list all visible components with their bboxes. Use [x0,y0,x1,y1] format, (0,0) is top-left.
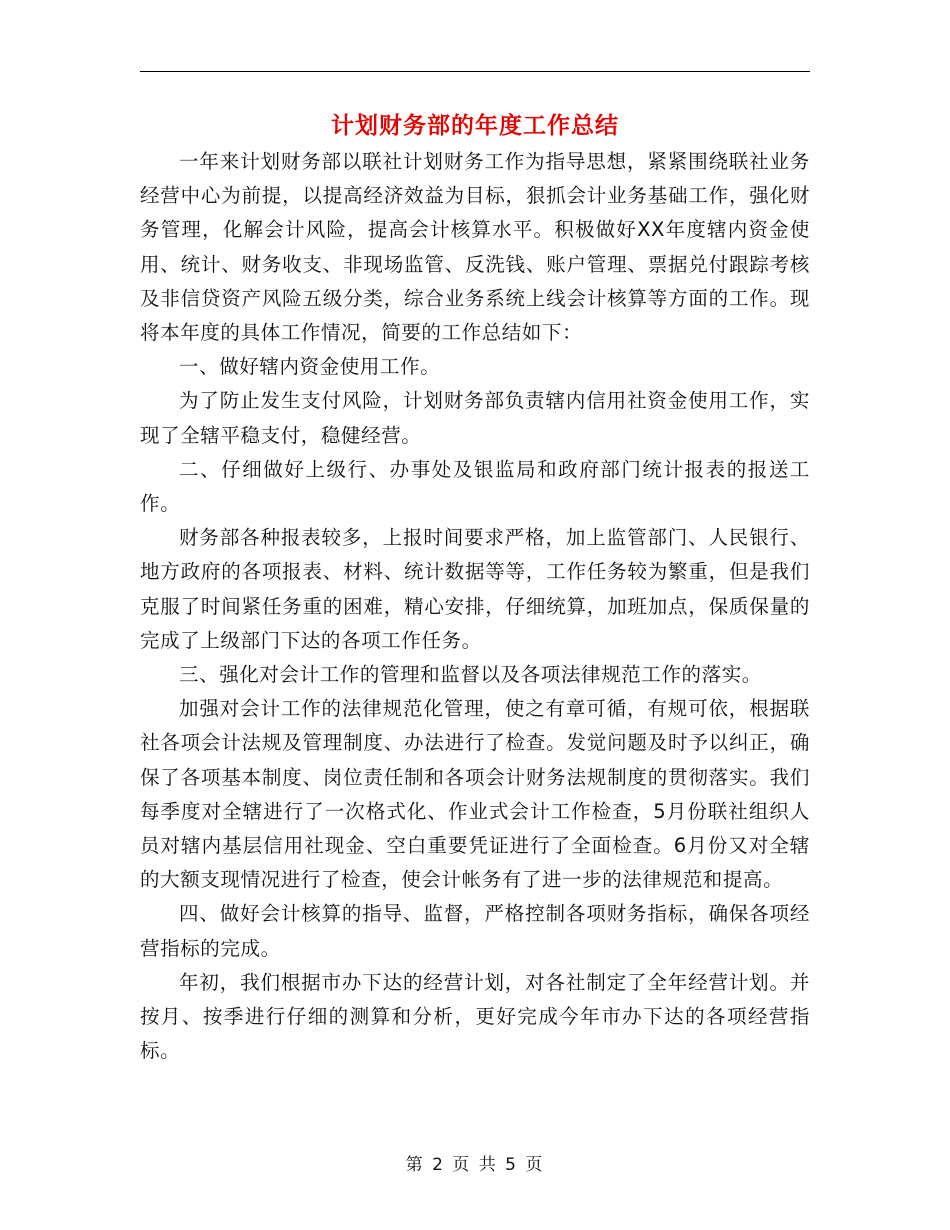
header-rule [140,71,810,72]
document-title: 计划财务部的年度工作总结 [331,113,619,139]
section-heading-4: 四、做好会计核算的指导、监督，严格控制各项财务指标，确保各项经营指标的完成。 [140,902,810,960]
page-number-footer: 第 2 页 共 5 页 [405,1155,545,1175]
paragraph-section-2: 财务部各种报表较多，上报时间要求严格，加上监管部门、人民银行、地方政府的各项报表、材料、统计数据等等，工作任务较为繁重，但是我们克服了时间紧任务重的困难，精心安排，仔细统算，加班加点，保质保量的完成了上级部门下达的各项工作任务。 [140,526,810,652]
section-heading-1: 一、做好辖内资金使用工作。 [179,355,441,379]
section-heading-2: 二、仔细做好上级行、办事处及银监局和政府部门统计报表的报送工作。 [140,457,810,516]
section-heading-3: 三、强化对会计工作的管理和监督以及各项法律规范工作的落实。 [179,663,762,687]
paragraph-intro: 一年来计划财务部以联社计划财务工作为指导思想，紧紧围绕联社业务经营中心为前提，以提高经济效益为目标，狠抓会计业务基础工作，强化财务管理，化解会计风险，提高会计核算水平。积极做好XX年度辖内资金使用、统计、财务收支、非现场监管、反洗钱、账户管理、票据兑付跟踪考核及非信贷资产风险五级分类，综合业务系统上线会计核算等方面的工作。现将本年度的具体工作情况，简要的工作总结如下： [140,150,810,345]
paragraph-section-1: 为了防止发生支付风险，计划财务部负责辖内信用社资金使用工作，实现了全辖平稳支付，稳健经营。 [140,389,810,447]
document-body [140,145,810,1068]
paragraph-section-3: 加强对会计工作的法律规范化管理，使之有章可循，有规可依，根据联社各项会计法规及管理制度、办法进行了检查。发觉问题及时予以纠正，确保了各项基本制度、岗位责任制和各项会计财务法规制度的贯彻落实。我们每季度对全辖进行了一次格式化、作业式会计工作检查，5月份联社组织人员对辖内基层信用社现金、空白重要凭证进行了全面检查。6月份又对全辖的大额支现情况进行了检查，使会计帐务有了进一步的法律规范和提高。 [140,697,810,892]
paragraph-section-4: 年初，我们根据市办下达的经营计划，对各社制定了全年经营计划。并按月、按季进行仔细的测算和分析，更好完成今年市办下达的各项经营指标。 [140,970,810,1063]
